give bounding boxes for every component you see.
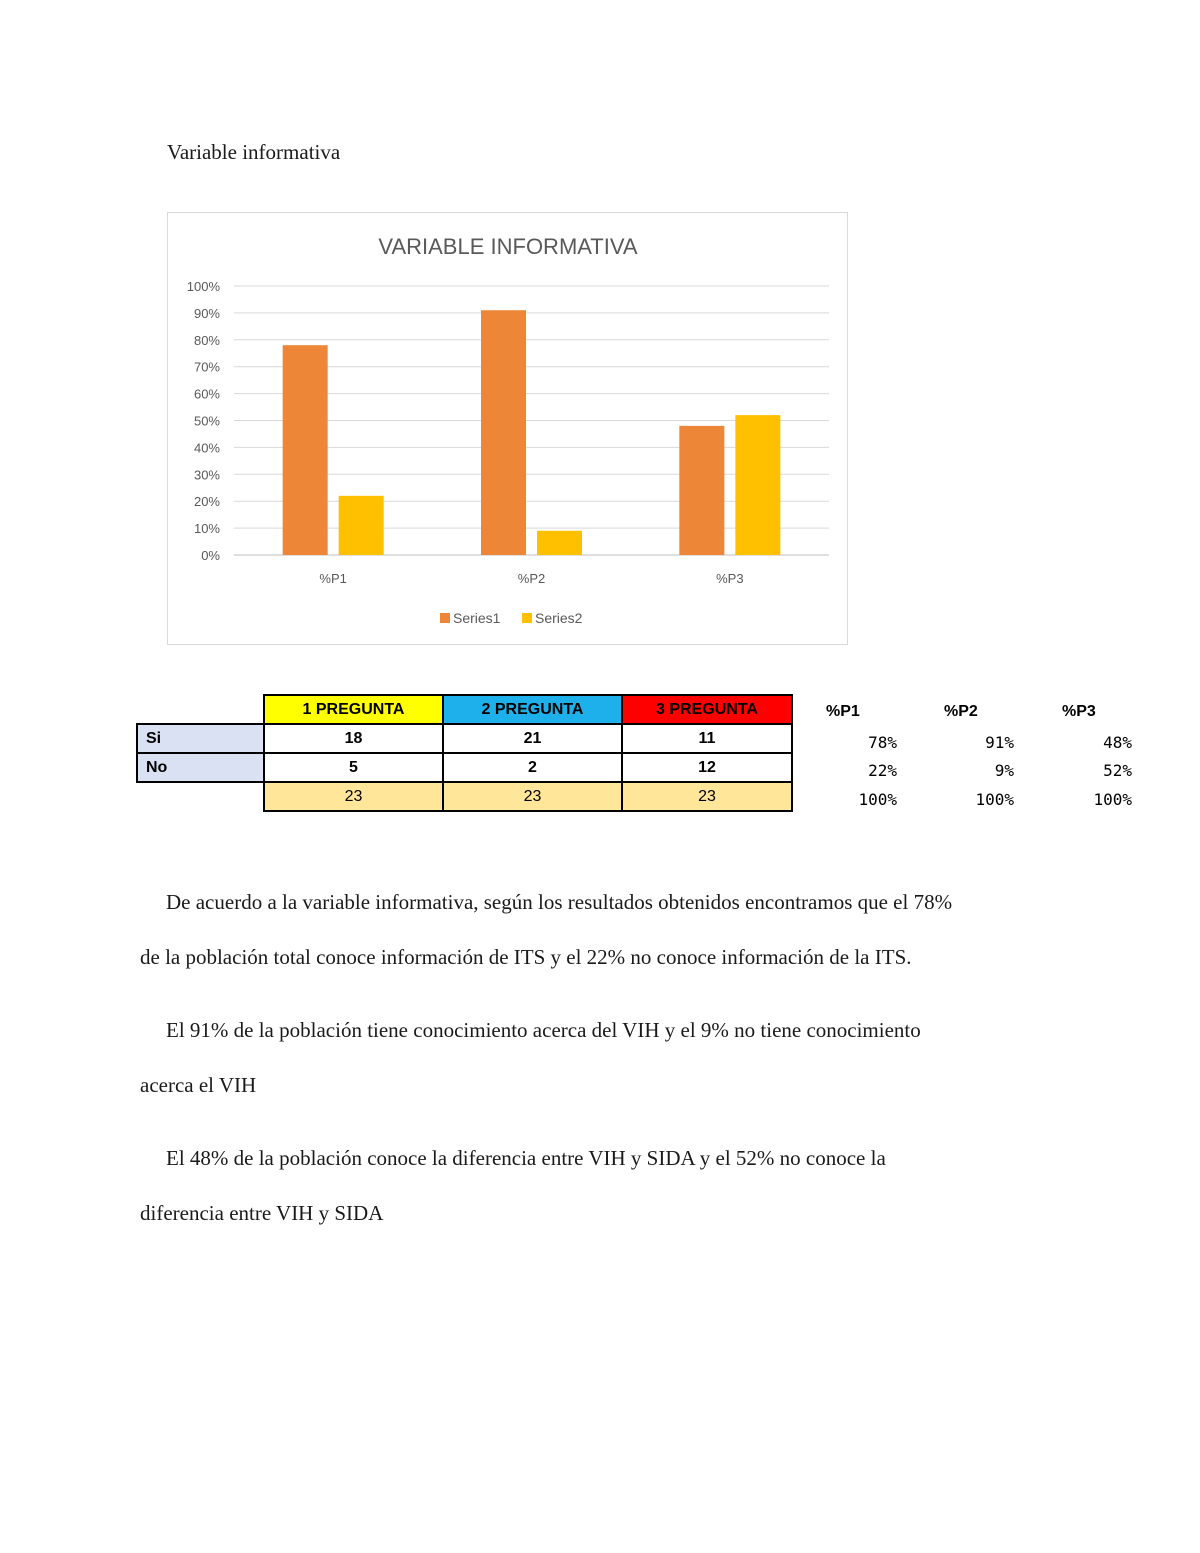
chart-bar bbox=[735, 415, 780, 555]
legend-label: Series2 bbox=[535, 610, 583, 626]
table-corner bbox=[137, 695, 264, 724]
table-total-cell: 23 bbox=[443, 782, 622, 811]
pct-header-p1: %P1 bbox=[826, 703, 860, 720]
chart-bar bbox=[481, 310, 526, 555]
paragraph-line: acerca el VIH bbox=[140, 1073, 257, 1097]
pct-value: 78% bbox=[868, 733, 897, 752]
chart-x-axis bbox=[319, 571, 743, 586]
chart-y-tick-label: 30% bbox=[193, 467, 220, 483]
chart-y-tick-label: 40% bbox=[193, 440, 220, 456]
data-table bbox=[136, 694, 793, 812]
chart-bar bbox=[339, 496, 384, 555]
table-cell: 12 bbox=[622, 753, 792, 782]
pct-value: 22% bbox=[868, 761, 897, 780]
paragraph-line: de la población total conoce información de ITS y el 22% no conoce información de la ITS. bbox=[140, 945, 912, 969]
pct-value: 52% bbox=[1103, 761, 1132, 780]
table-total-cell: 23 bbox=[622, 782, 792, 811]
row-label-no: No bbox=[137, 753, 264, 782]
chart-y-tick-label: 70% bbox=[193, 359, 220, 375]
chart-y-tick-label: 90% bbox=[193, 305, 220, 321]
paragraph-sida bbox=[140, 1131, 1080, 1241]
chart-y-tick-label: 10% bbox=[193, 521, 220, 537]
chart-y-tick-label: 100% bbox=[186, 279, 220, 294]
chart-x-tick-label: %P1 bbox=[319, 571, 347, 586]
legend-label: Series1 bbox=[453, 610, 501, 626]
chart-bar bbox=[283, 345, 328, 555]
legend-swatch bbox=[522, 613, 532, 623]
chart-bar bbox=[537, 531, 582, 555]
table-cell: 5 bbox=[264, 753, 443, 782]
header-pregunta-3: 3 PREGUNTA bbox=[622, 695, 792, 724]
paragraph-text: De acuerdo a la variable informativa, según los resultados obtenidos encontramos que el 78% bbox=[166, 890, 953, 914]
pct-value: 100% bbox=[858, 790, 897, 809]
table-row bbox=[137, 753, 792, 782]
chart-bar bbox=[679, 426, 724, 555]
chart-title: VARIABLE INFORMATIVA bbox=[378, 234, 638, 259]
pct-value: 100% bbox=[975, 790, 1014, 809]
paragraph-vih bbox=[140, 1003, 1080, 1113]
chart-x-tick-label: %P2 bbox=[517, 571, 546, 586]
table-cell: 18 bbox=[264, 724, 443, 753]
pct-header-p3: %P3 bbox=[1062, 703, 1096, 720]
row-label-si: Si bbox=[137, 724, 264, 753]
pct-value: 100% bbox=[1093, 790, 1132, 809]
header-pregunta-1: 1 PREGUNTA bbox=[264, 695, 443, 724]
pct-header-p2: %P2 bbox=[944, 703, 978, 720]
chart-svg bbox=[168, 213, 849, 646]
paragraph-text: El 48% de la población conoce la diferencia entre VIH y SIDA y el 52% no conoce la bbox=[166, 1146, 886, 1170]
chart-y-tick-label: 0% bbox=[201, 548, 220, 563]
header-pregunta-2: 2 PREGUNTA bbox=[443, 695, 622, 724]
table-cell: 21 bbox=[443, 724, 622, 753]
chart-y-tick-label: 80% bbox=[193, 332, 220, 348]
table-total-row bbox=[137, 782, 792, 811]
table-row bbox=[137, 724, 792, 753]
paragraph-line bbox=[140, 875, 1080, 930]
bar-chart bbox=[167, 212, 848, 645]
paragraph-line: diferencia entre VIH y SIDA bbox=[140, 1201, 384, 1225]
chart-y-tick-label: 50% bbox=[193, 413, 220, 429]
chart-y-tick-label: 20% bbox=[193, 494, 220, 510]
paragraph-text: El 91% de la población tiene conocimiento acerca del VIH y el 9% no tiene conocimiento bbox=[166, 1018, 921, 1042]
table-total-cell: 23 bbox=[264, 782, 443, 811]
table-cell: 11 bbox=[622, 724, 792, 753]
chart-bars bbox=[283, 310, 781, 555]
page-title: Variable informativa bbox=[167, 140, 341, 164]
legend-swatch bbox=[440, 613, 450, 623]
table-cell: 2 bbox=[443, 753, 622, 782]
pct-value: 9% bbox=[994, 761, 1014, 780]
chart-y-axis bbox=[187, 279, 221, 563]
pct-value: 48% bbox=[1103, 733, 1132, 752]
paragraph-its bbox=[140, 875, 1080, 985]
paragraph-line bbox=[140, 1003, 1080, 1058]
paragraph-line bbox=[140, 1131, 1080, 1186]
chart-x-tick-label: %P3 bbox=[716, 571, 744, 586]
table-total-label bbox=[137, 782, 264, 811]
chart-legend bbox=[440, 610, 583, 626]
table-header-row bbox=[137, 695, 792, 724]
pct-value: 91% bbox=[985, 733, 1014, 752]
chart-y-tick-label: 60% bbox=[193, 386, 220, 402]
